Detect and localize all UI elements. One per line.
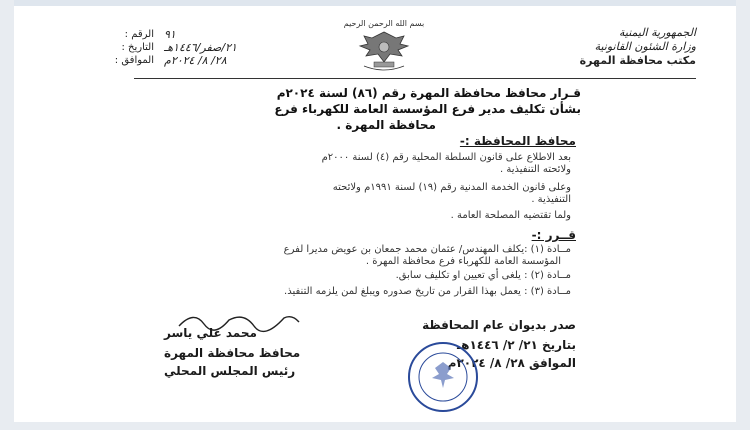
- header-organization: [580, 26, 696, 68]
- eagle-emblem-icon: [334, 16, 434, 78]
- reference-value: ٩١: [164, 28, 176, 41]
- preamble-item: التنفيذية .: [531, 194, 571, 205]
- decision-subject-cont: محافظة المهرة .: [336, 118, 436, 132]
- header-office: مكتب محافظة المهرة: [579, 54, 696, 67]
- viewer-bottom-border: [0, 422, 750, 430]
- emblem-caption: بسم الله الرحمن الرحيم: [343, 19, 425, 28]
- date-row: [102, 41, 237, 54]
- article-2: مــادة (٢) : يلغى أي تعيين او تكليف سابق.: [395, 270, 571, 281]
- decision-heading: قــرر :-: [531, 228, 576, 242]
- preamble-item: ولائحته التنفيذية .: [499, 164, 571, 175]
- corresponding-label: الموافق :: [114, 55, 154, 66]
- corresponding-value: ٢٨/ ٨/ ٢٠٢٤م: [164, 54, 227, 67]
- decision-title: قـرار محافظ محافظة المهرة رقم (٨٦) لسنة ٢٠٢٤م: [276, 86, 581, 100]
- preamble-heading: محافظ المحافظة :-: [459, 134, 576, 148]
- date-value: ٢١/صفر/١٤٤٦هـ: [164, 41, 237, 54]
- governor-title: محافظ محافظة المهرة: [164, 346, 301, 360]
- issued-at: صدر بديوان عام المحافظة: [422, 318, 576, 332]
- header-ministry: وزارة الشئون القانونية: [594, 40, 696, 53]
- issued-hijri-date: بتاريخ ٢١/ ٢/ ١٤٤٦هـ: [457, 338, 576, 352]
- preamble-item: ولما تقتضيه المصلحة العامة .: [450, 210, 571, 221]
- official-seal: [404, 338, 482, 416]
- viewer-right-border: [736, 0, 750, 430]
- document-page: [14, 6, 736, 422]
- date-label: التاريخ :: [121, 42, 154, 53]
- issued-gregorian-date: الموافق ٢٨/ ٨/ ٢٠٢٤م: [447, 356, 576, 370]
- council-title: رئيس المجلس المحلي: [164, 364, 296, 378]
- reference-number-row: [102, 28, 237, 41]
- reference-label: الرقم :: [124, 29, 154, 40]
- article-1-cont: المؤسسة العامة للكهرباء فرع محافظة المهرة .: [365, 256, 561, 267]
- article-3: مــادة (٣) : يعمل بهذا القرار من تاريخ صدوره ويبلغ لمن يلزمه التنفيذ.: [284, 286, 571, 297]
- header-divider: [134, 78, 696, 79]
- preamble-item: وعلى قانون الخدمة المدنية رقم (١٩) لسنة ١٩٩١م ولائحته: [332, 182, 571, 193]
- corresponding-date-row: [102, 54, 237, 67]
- republic-emblem: [334, 16, 434, 78]
- seal-stamp-icon: [404, 338, 482, 416]
- decision-subject: بشأن تكليف مدير فرع المؤسسة العامة للكهرباء فرع: [274, 102, 581, 116]
- article-1: مــادة (١) :يكلف المهندس/ عثمان محمد جمعان بن عويض مديرا لفرع: [283, 244, 571, 255]
- header-country: الجمهورية اليمنية: [618, 26, 696, 39]
- governor-name: محمد علي ياسر: [164, 326, 257, 340]
- header-reference: [102, 28, 237, 67]
- preamble-item: بعد الاطلاع على قانون السلطة المحلية رقم (٤) لسنة ٢٠٠٠م: [321, 152, 571, 163]
- viewer-left-border: [0, 0, 14, 430]
